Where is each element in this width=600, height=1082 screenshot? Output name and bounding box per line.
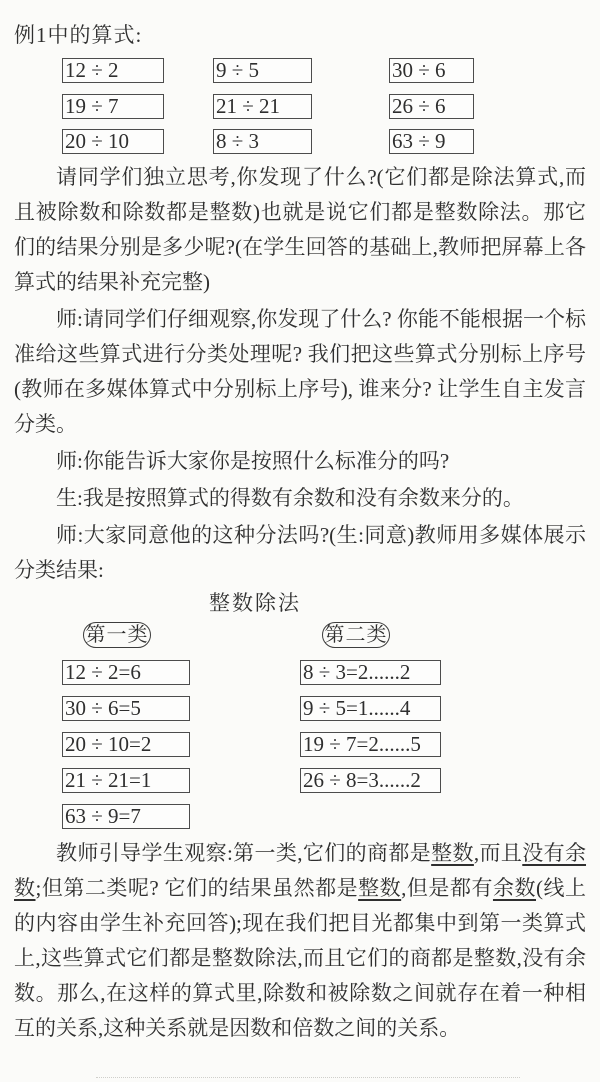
lesson-dialogue bbox=[14, 160, 586, 590]
text-run: ,而且 bbox=[473, 841, 523, 865]
classification-section bbox=[0, 620, 600, 835]
equation-box: 30 ÷ 6=5 bbox=[62, 696, 190, 721]
paragraph: 师:请同学们仔细观察,你发现了什么? 你能不能根据一个标准给这些算式进行分类处理呢? 我们把这些算式分别标上序号(教师在多媒体算式中分别标上序号), 谁来分? 让学生自主发言分类。 bbox=[14, 307, 586, 436]
paragraph: 师:大家同意他的这种分法吗?(生:同意)教师用多媒体展示分类结果: bbox=[14, 523, 586, 582]
text-run: (线上的内容由学生补充回答);现在我们把目光都集中到第一类算式上,这些算式它们都是整数除法,而且它们的商都是整数,没有余数。那么,在这样的算式里,除数和被除数之间就存在着一种相互的关系,这种关系就是因数和倍数之间的关系。 bbox=[14, 876, 587, 1040]
expression-box: 20 ÷ 10 bbox=[62, 129, 164, 154]
text-run: ;但第二类呢? 它们的结果虽然都是 bbox=[35, 876, 359, 900]
equation-box: 63 ÷ 9=7 bbox=[62, 804, 190, 829]
intro-line: 例1中的算式: bbox=[14, 23, 143, 47]
underlined-term: 整数 bbox=[431, 841, 474, 865]
text-run: ,但是都有 bbox=[401, 876, 493, 900]
equation-box: 26 ÷ 8=3......2 bbox=[300, 768, 441, 793]
underlined-term: 整数 bbox=[358, 876, 402, 900]
category-one-label: 第一类 bbox=[83, 622, 151, 648]
equation-box: 21 ÷ 21=1 bbox=[62, 768, 190, 793]
expression-box: 21 ÷ 21 bbox=[213, 94, 312, 119]
closing-paragraph bbox=[14, 836, 586, 1046]
paragraph: 请同学们独立思考,你发现了什么?(它们都是除法算式,而且被除数和除数都是整数)也就是说它们都是整数除法。那它们的结果分别是多少呢?(在学生回答的基础上,教师把屏幕上各算式的结果补充完整) bbox=[14, 165, 586, 294]
scan-artifact-line bbox=[96, 1077, 520, 1078]
expression-box: 63 ÷ 9 bbox=[389, 129, 474, 154]
expression-box: 8 ÷ 3 bbox=[213, 129, 312, 154]
category-two-label: 第二类 bbox=[322, 622, 390, 648]
equation-box: 9 ÷ 5=1......4 bbox=[300, 696, 441, 721]
section-heading: 整数除法 bbox=[209, 591, 301, 615]
equation-box: 12 ÷ 2=6 bbox=[62, 660, 190, 685]
equation-box: 19 ÷ 7=2......5 bbox=[300, 732, 441, 757]
equation-box: 8 ÷ 3=2......2 bbox=[300, 660, 441, 685]
expression-box: 9 ÷ 5 bbox=[213, 58, 312, 83]
expression-box: 19 ÷ 7 bbox=[62, 94, 164, 119]
equation-box: 20 ÷ 10=2 bbox=[62, 732, 190, 757]
paragraph: 师:你能告诉大家你是按照什么标准分的吗? bbox=[56, 449, 450, 473]
underlined-term: 没有余数 bbox=[14, 841, 587, 900]
example-expression-grid bbox=[0, 58, 600, 154]
expression-box: 12 ÷ 2 bbox=[62, 58, 164, 83]
paragraph: 生:我是按照算式的得数有余数和没有余数来分的。 bbox=[56, 486, 524, 510]
expression-box: 30 ÷ 6 bbox=[389, 58, 474, 83]
text-run: 教师引导学生观察:第一类,它们的商都是 bbox=[56, 841, 432, 865]
expression-box: 26 ÷ 6 bbox=[389, 94, 474, 119]
underlined-term: 余数 bbox=[492, 876, 536, 900]
